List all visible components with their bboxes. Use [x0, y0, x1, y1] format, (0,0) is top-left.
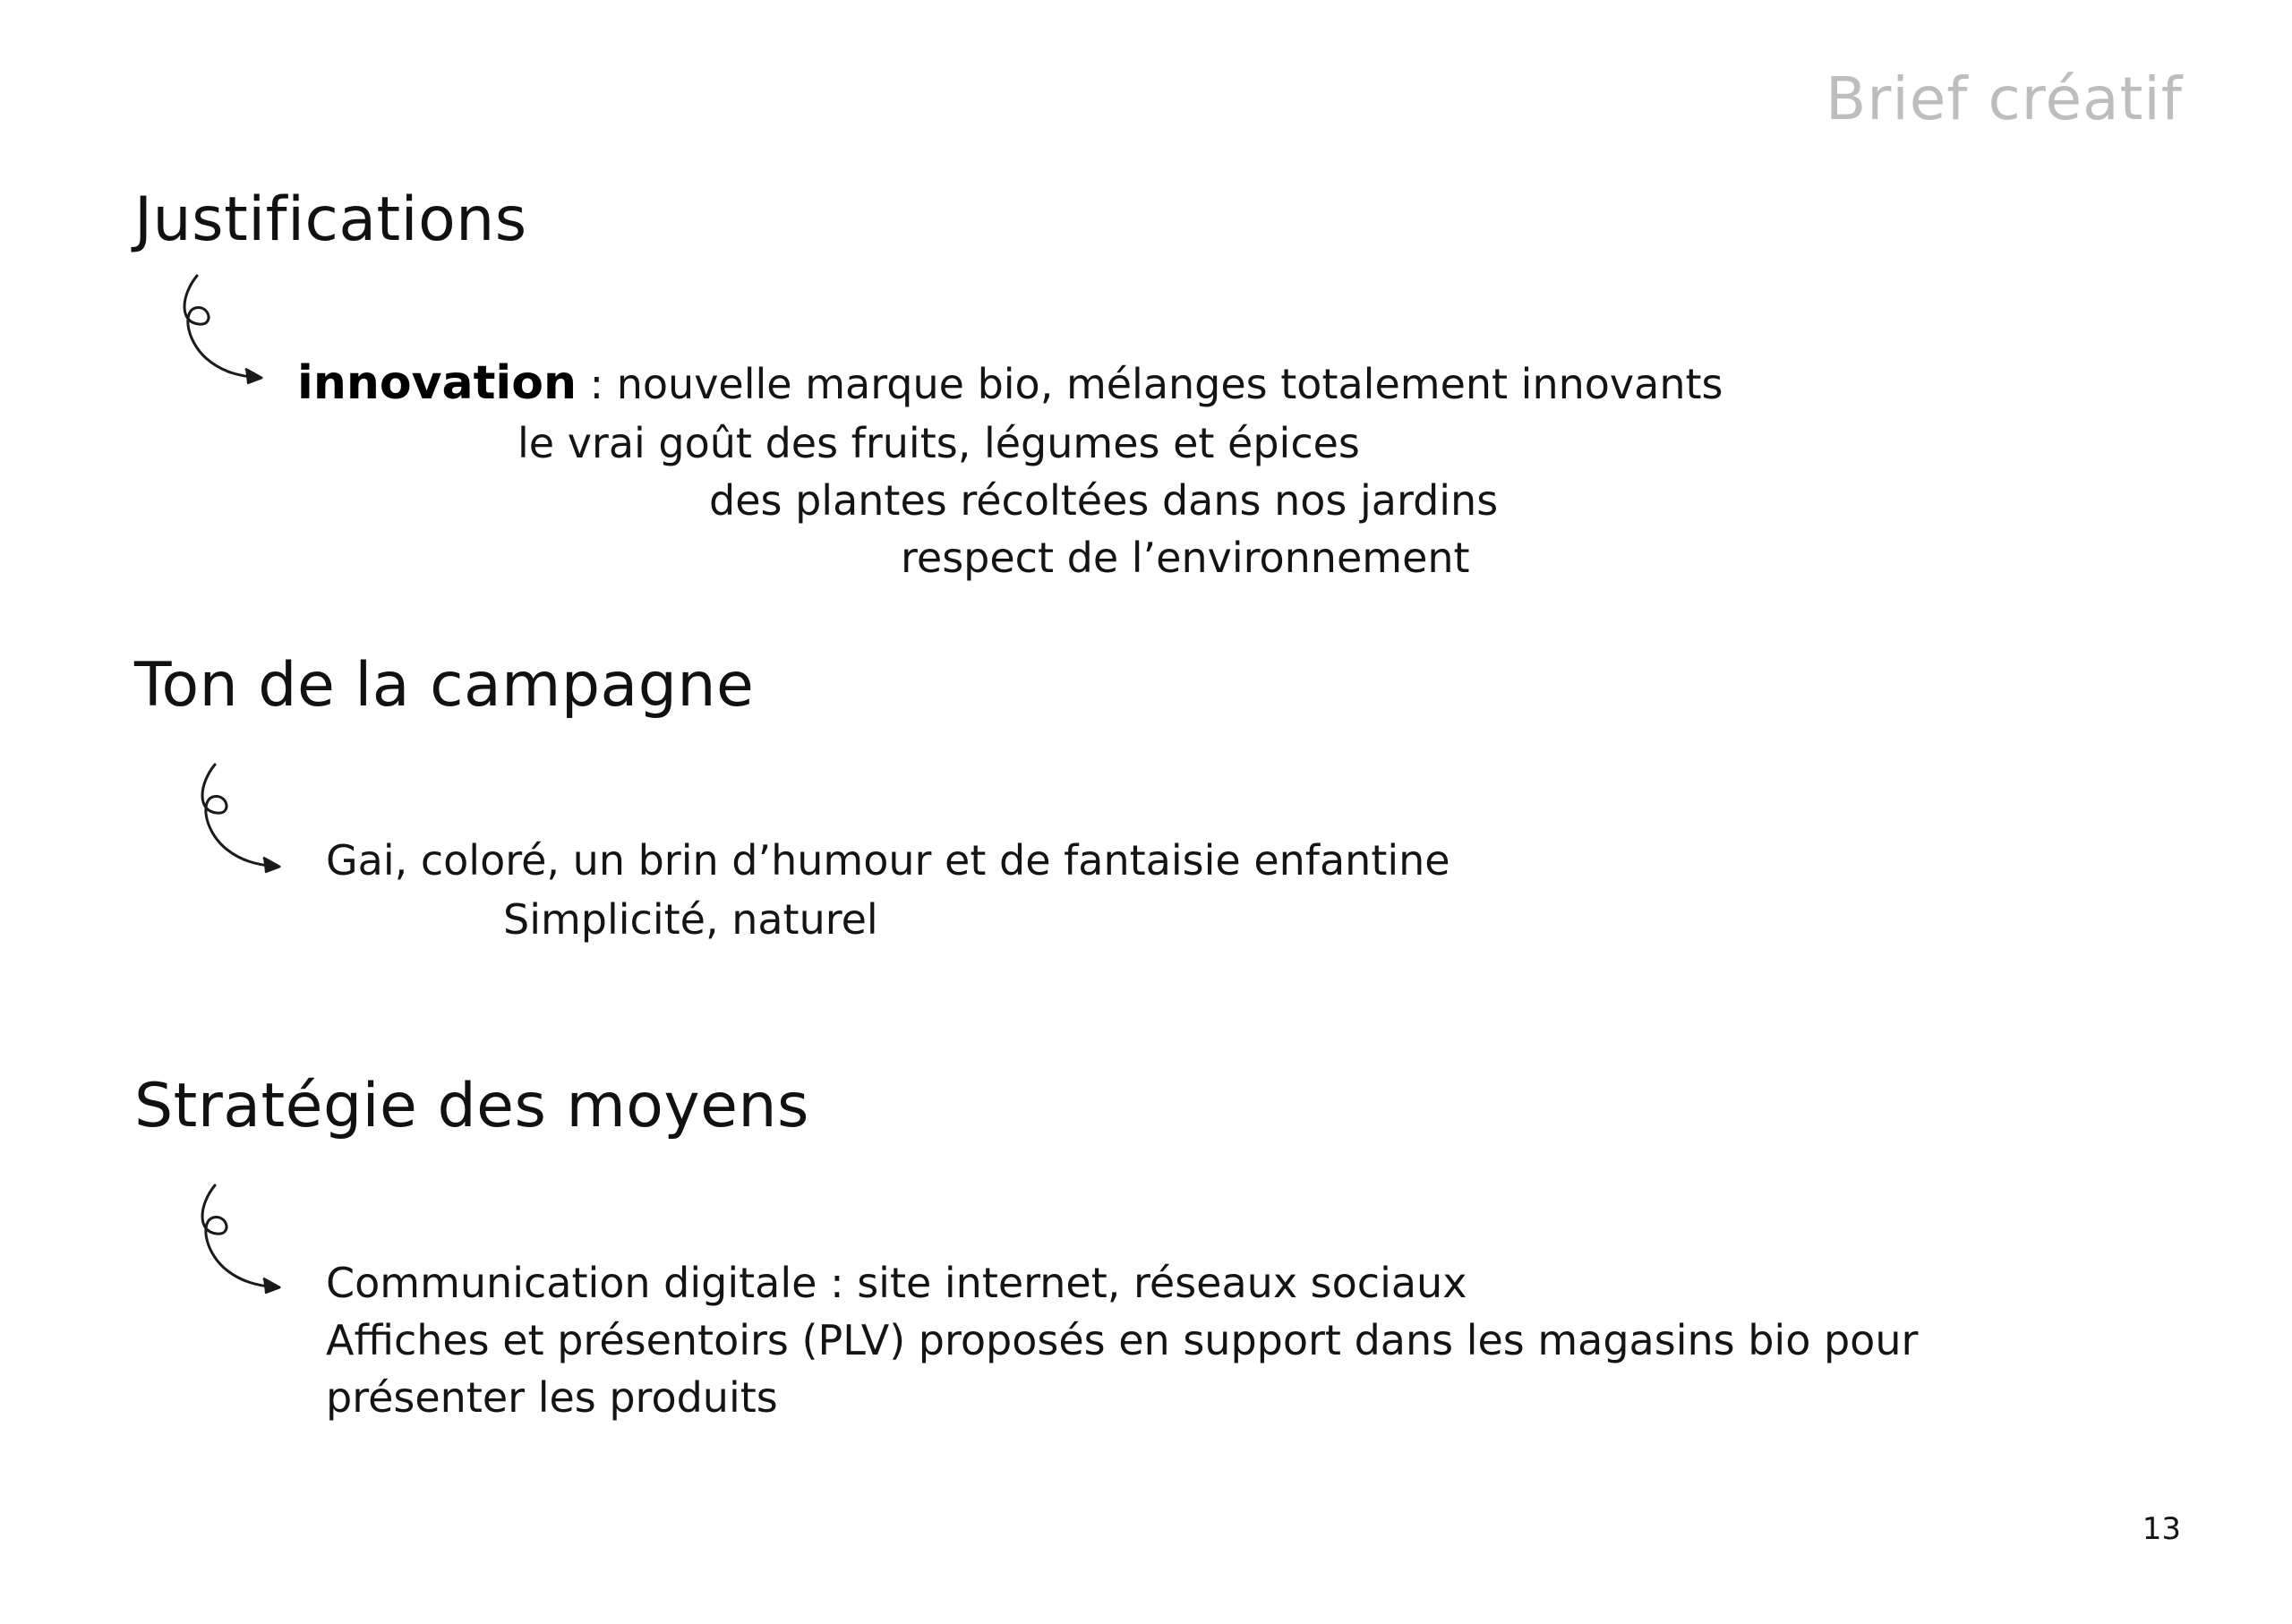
section-title-justifications: Justifications — [134, 184, 527, 255]
section-title-ton: Ton de la campagne — [134, 650, 755, 721]
section-title-strategie: Stratégie des moyens — [134, 1071, 809, 1141]
justifications-line-4: respect de l’environnement — [901, 534, 1470, 582]
justifications-line-2: le vrai goût des fruits, légumes et épices — [517, 419, 1360, 467]
curly-arrow-icon — [170, 269, 278, 394]
curly-arrow-icon — [188, 757, 295, 883]
strategie-line-1: Communication digitale : site internet, réseaux sociaux — [326, 1259, 1467, 1307]
curly-arrow-icon — [188, 1178, 295, 1303]
page-number: 13 — [2142, 1511, 2181, 1547]
keyword-innovation: innovation — [297, 356, 577, 410]
ton-line-2: Simplicité, naturel — [503, 895, 878, 944]
strategie-line-2: Affiches et présentoirs (PLV) proposés en support dans les magasins bio pour — [326, 1316, 1919, 1364]
strategie-line-3: présenter les produits — [326, 1373, 778, 1422]
justifications-line-1 — [297, 356, 1723, 410]
ton-line-1: Gai, coloré, un brin d’humour et de fantaisie enfantine — [326, 836, 1450, 885]
justifications-line-3: des plantes récoltées dans nos jardins — [709, 476, 1499, 525]
document-title: Brief créatif — [1825, 64, 2183, 133]
justifications-line-1-text: : nouvelle marque bio, mélanges totalement innovants — [577, 360, 1723, 408]
